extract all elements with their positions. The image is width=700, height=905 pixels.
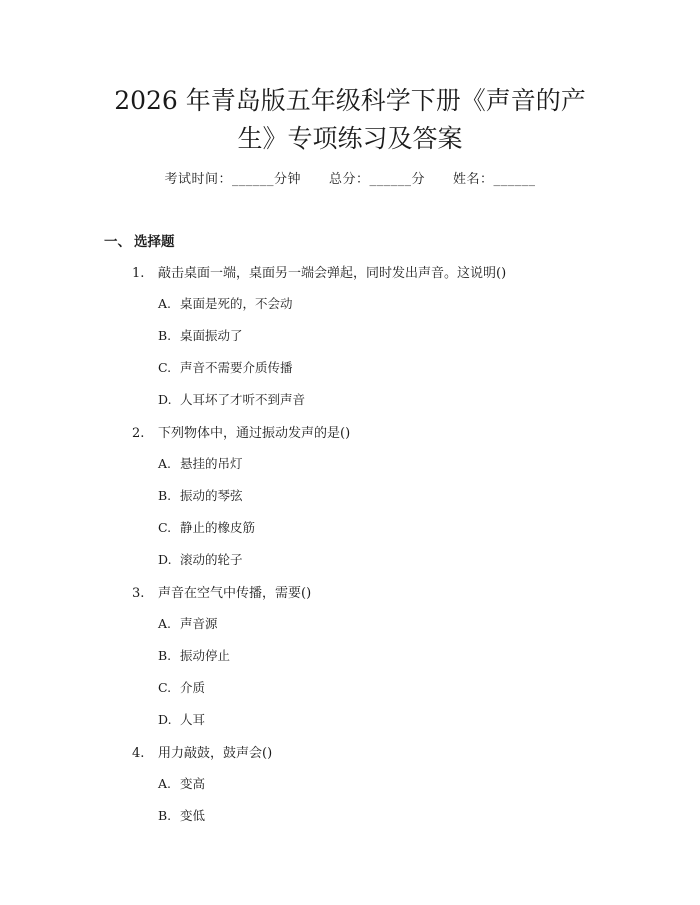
- option-text: 桌面振动了: [180, 328, 243, 343]
- option-label: B.: [158, 488, 172, 503]
- option-text: 变高: [180, 776, 206, 791]
- title-line-2: 生》专项练习及答案: [237, 124, 463, 153]
- question: [132, 422, 350, 441]
- option: [158, 390, 305, 408]
- option-text: 变低: [180, 808, 206, 823]
- title-line-1: 2026 年青岛版五年级科学下册《声音的产: [114, 86, 586, 115]
- section-number: 一、: [104, 234, 131, 250]
- option-text: 人耳坏了才听不到声音: [180, 392, 306, 407]
- section-title: 选择题: [134, 234, 175, 250]
- question-text: 敲击桌面一端，桌面另一端会弹起，同时发出声音。这说明(): [158, 266, 507, 281]
- total-score: 总分：______分: [328, 172, 425, 187]
- question-number: 2.: [132, 426, 145, 441]
- option-label: B.: [158, 648, 172, 663]
- option: [158, 358, 293, 376]
- option: [158, 518, 255, 536]
- question-number: 1.: [132, 266, 145, 281]
- option-text: 桌面是死的，不会动: [180, 296, 293, 311]
- question: [132, 582, 311, 601]
- option-text: 人耳: [180, 712, 206, 727]
- question-text: 声音在空气中传播，需要(): [158, 586, 312, 601]
- option: [158, 294, 293, 312]
- option-text: 滚动的轮子: [180, 552, 243, 567]
- option-label: A.: [158, 456, 172, 471]
- option: [158, 326, 243, 344]
- student-name: 姓名：______: [453, 172, 536, 187]
- option-text: 振动停止: [180, 648, 231, 663]
- option: [158, 710, 205, 728]
- question-text: 下列物体中，通过振动发声的是(): [158, 426, 351, 441]
- option-label: A.: [158, 616, 172, 631]
- document-title: [90, 82, 610, 158]
- question: [132, 742, 272, 761]
- option-label: D.: [158, 552, 172, 567]
- option-label: D.: [158, 712, 172, 727]
- option-text: 声音不需要介质传播: [180, 360, 293, 375]
- option-text: 静止的橡皮筋: [180, 520, 256, 535]
- option: [158, 806, 205, 824]
- option-text: 悬挂的吊灯: [180, 456, 243, 471]
- option-label: D.: [158, 392, 172, 407]
- option-label: C.: [158, 360, 172, 375]
- option: [158, 614, 218, 632]
- option-label: B.: [158, 328, 172, 343]
- question-text: 用力敲鼓，鼓声会(): [158, 746, 273, 761]
- option-label: C.: [158, 680, 172, 695]
- option-text: 振动的琴弦: [180, 488, 243, 503]
- option: [158, 454, 243, 472]
- option-label: A.: [158, 296, 172, 311]
- option-label: C.: [158, 520, 172, 535]
- option: [158, 678, 205, 696]
- option: [158, 774, 205, 792]
- exam-info: [0, 168, 700, 187]
- question-number: 4.: [132, 746, 145, 761]
- option-text: 介质: [180, 680, 206, 695]
- option-text: 声音源: [180, 616, 218, 631]
- option-label: A.: [158, 776, 172, 791]
- question-number: 3.: [132, 586, 145, 601]
- option: [158, 646, 230, 664]
- option-label: B.: [158, 808, 172, 823]
- option: [158, 550, 243, 568]
- exam-time: 考试时间：______分钟: [164, 172, 301, 187]
- option: [158, 486, 243, 504]
- question: [132, 262, 506, 281]
- section-heading: [104, 230, 175, 250]
